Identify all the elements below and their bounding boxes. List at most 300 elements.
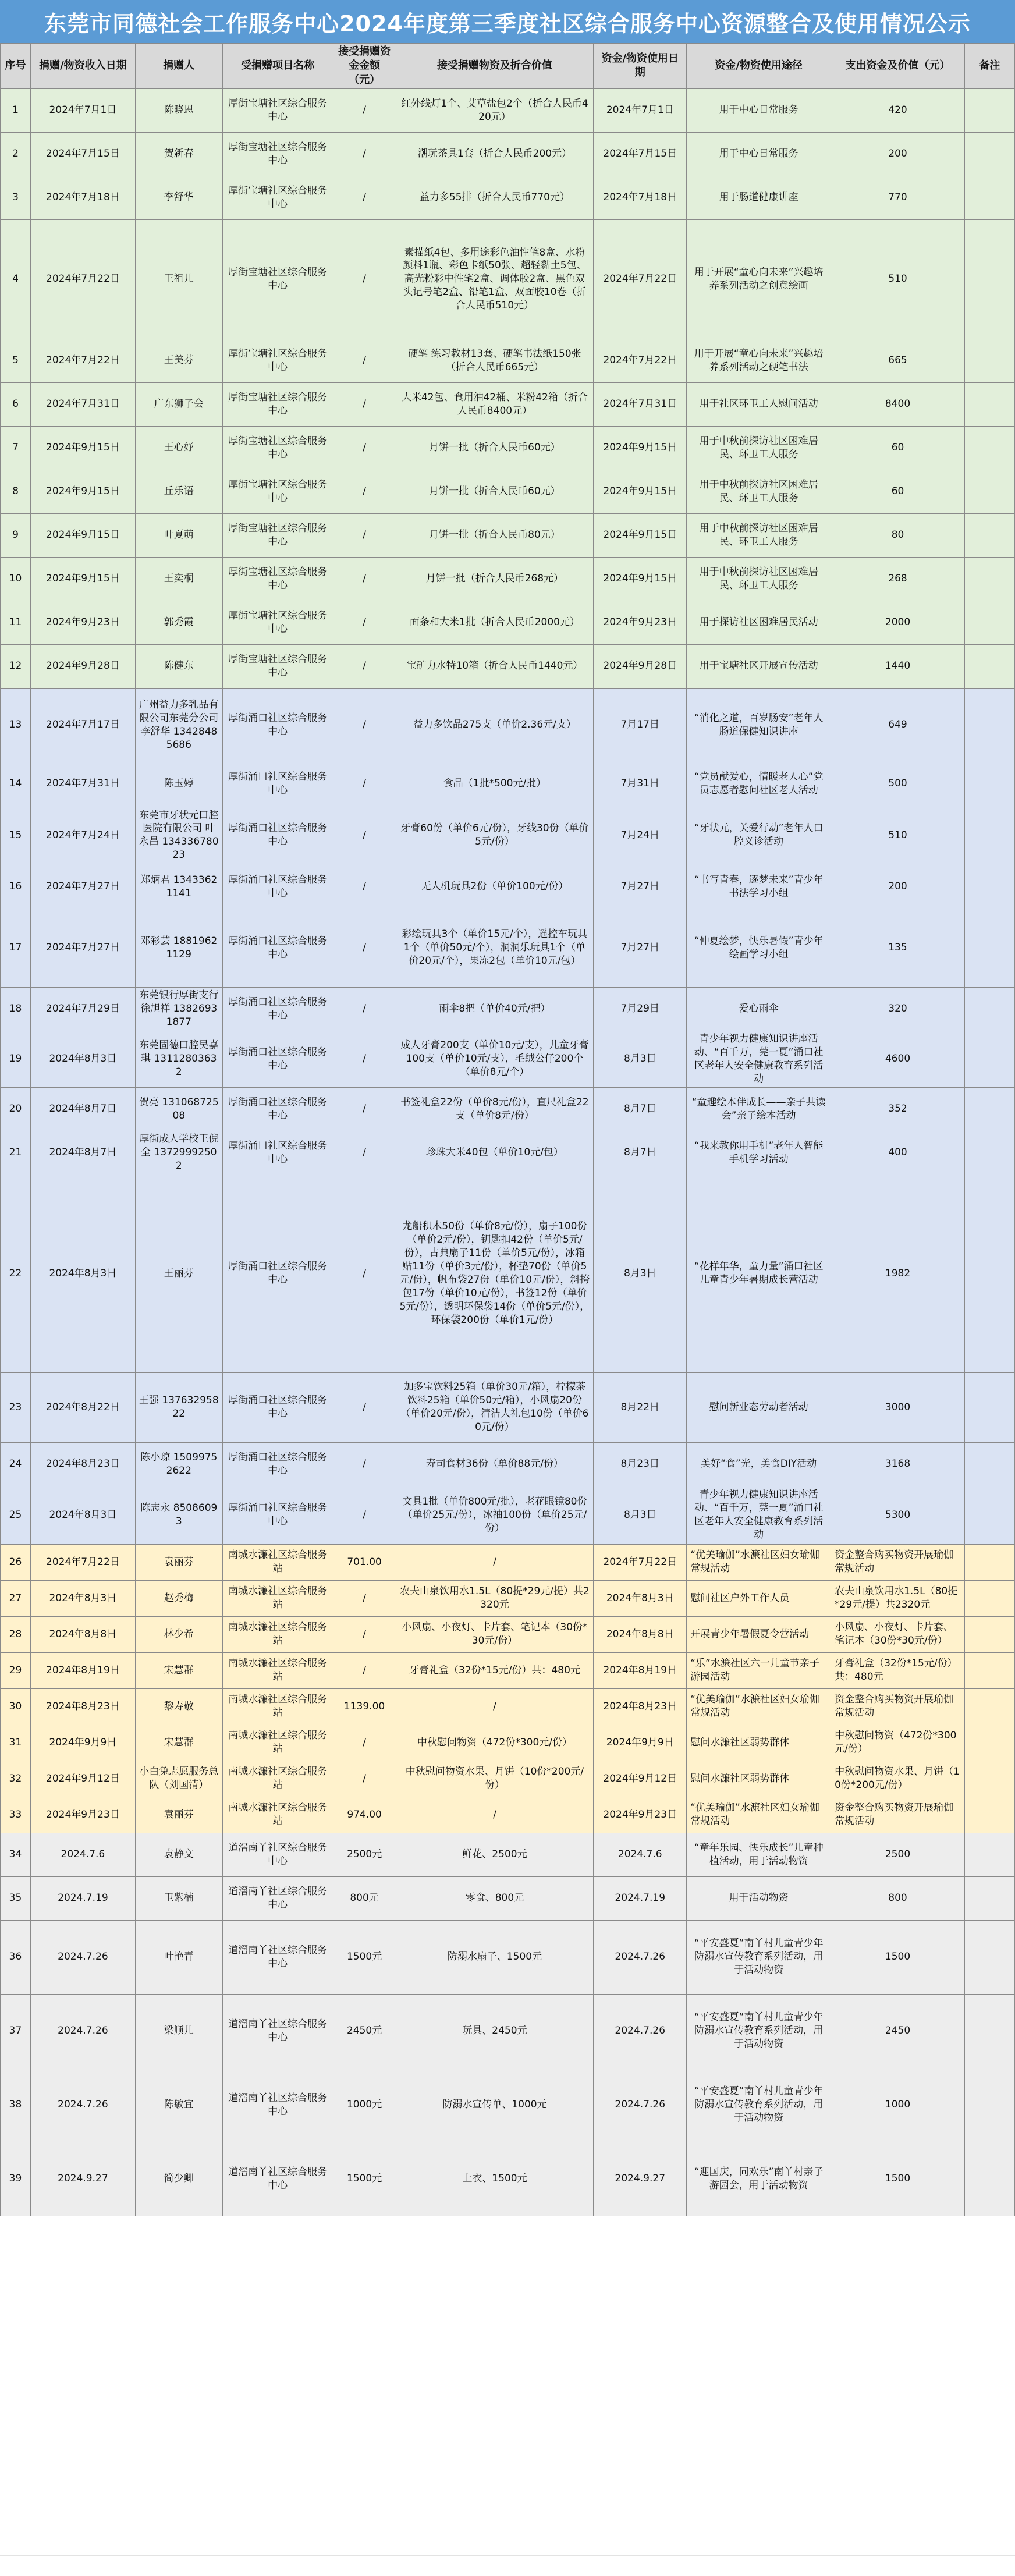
row-project: 厚街宝塘社区综合服务中心 — [222, 426, 333, 470]
row-index: 34 — [1, 1833, 31, 1876]
row-index: 36 — [1, 1920, 31, 1994]
row-index: 1 — [1, 88, 31, 132]
row-spent: 2000 — [831, 601, 965, 644]
row-goods-value: 硬笔 练习教材13套、硬笔书法纸150张（折合人民币665元） — [396, 339, 594, 382]
row-note — [964, 339, 1014, 382]
row-goods-value: 益力多饮品275支（单价2.36元/支） — [396, 688, 594, 762]
row-fund-amount: / — [333, 382, 396, 426]
row-donor: 简少卿 — [135, 2142, 222, 2216]
row-usage: 慰问水濂社区弱势群体 — [687, 1761, 831, 1797]
row-receive-date: 2024年8月8日 — [30, 1616, 135, 1652]
row-index: 15 — [1, 806, 31, 865]
row-spent: 中秋慰问物资（472份*300元/份） — [831, 1725, 965, 1761]
row-note — [964, 987, 1014, 1031]
row-note — [964, 1725, 1014, 1761]
row-project: 厚街宝塘社区综合服务中心 — [222, 382, 333, 426]
row-receive-date: 2024年9月15日 — [30, 426, 135, 470]
table-row — [1, 1087, 1015, 1131]
row-usage: 用于中心日常服务 — [687, 88, 831, 132]
row-usage: “平安盛夏”南丫村儿童青少年防溺水宣传教育系列活动，用于活动物资 — [687, 1920, 831, 1994]
row-spent: 320 — [831, 987, 965, 1031]
row-fund-amount: 701.00 — [333, 1544, 396, 1580]
row-fund-amount: / — [333, 132, 396, 176]
row-fund-amount: / — [333, 762, 396, 806]
row-receive-date: 2024年8月7日 — [30, 1087, 135, 1131]
table-row — [1, 806, 1015, 865]
table-row — [1, 1031, 1015, 1087]
header-row — [1, 44, 1015, 89]
row-fund-amount: / — [333, 513, 396, 557]
row-use-date: 2024.7.26 — [594, 1920, 687, 1994]
row-receive-date: 2024年9月23日 — [30, 1797, 135, 1833]
gridline — [0, 2555, 1015, 2556]
row-spent: 2450 — [831, 1994, 965, 2068]
row-use-date: 7月27日 — [594, 865, 687, 909]
table-row — [1, 1833, 1015, 1876]
row-donor: 陈晓恩 — [135, 88, 222, 132]
row-note — [964, 382, 1014, 426]
row-receive-date: 2024年9月12日 — [30, 1761, 135, 1797]
row-goods-value: 宝矿力水特10箱（折合人民币1440元） — [396, 644, 594, 688]
row-goods-value: 书签礼盒22份（单价8元/份），直尺礼盒22支（单价8元/份） — [396, 1087, 594, 1131]
table-row — [1, 1994, 1015, 2068]
row-donor: 厚街成人学校王倪全 13729992502 — [135, 1131, 222, 1175]
row-project: 厚街涌口社区综合服务中心 — [222, 987, 333, 1031]
row-receive-date: 2024年7月29日 — [30, 987, 135, 1031]
row-fund-amount: / — [333, 1372, 396, 1442]
row-note — [964, 557, 1014, 601]
row-receive-date: 2024年8月3日 — [30, 1580, 135, 1616]
row-index: 10 — [1, 557, 31, 601]
row-donor: 陈健东 — [135, 644, 222, 688]
row-goods-value: 月饼一批（折合人民币60元） — [396, 426, 594, 470]
row-note — [964, 426, 1014, 470]
row-fund-amount: / — [333, 339, 396, 382]
row-use-date: 8月3日 — [594, 1486, 687, 1544]
row-usage: “花样年华，童力量”涌口社区儿童青少年暑期成长营活动 — [687, 1175, 831, 1372]
row-donor: 袁丽芬 — [135, 1797, 222, 1833]
row-usage: 用于中秋前探访社区困难居民、环卫工人服务 — [687, 513, 831, 557]
row-usage: 用于社区环卫工人慰问活动 — [687, 382, 831, 426]
row-note — [964, 176, 1014, 219]
row-project: 厚街宝塘社区综合服务中心 — [222, 176, 333, 219]
table-row — [1, 1652, 1015, 1688]
row-donor: 邓彩芸 18819621129 — [135, 909, 222, 987]
row-donor: 陈志永 85086093 — [135, 1486, 222, 1544]
row-index: 26 — [1, 1544, 31, 1580]
row-goods-value: 益力多55排（折合人民币770元） — [396, 176, 594, 219]
row-spent: 665 — [831, 339, 965, 382]
row-receive-date: 2024.7.26 — [30, 1994, 135, 2068]
table-row — [1, 382, 1015, 426]
row-index: 28 — [1, 1616, 31, 1652]
row-note — [964, 1876, 1014, 1920]
row-fund-amount: 1000元 — [333, 2068, 396, 2142]
row-use-date: 7月27日 — [594, 909, 687, 987]
row-goods-value: 月饼一批（折合人民币60元） — [396, 470, 594, 513]
row-project: 道滘南丫社区综合服务中心 — [222, 2142, 333, 2216]
row-note — [964, 601, 1014, 644]
row-goods-value: 月饼一批（折合人民币80元） — [396, 513, 594, 557]
row-fund-amount: / — [333, 601, 396, 644]
row-goods-value: 月饼一批（折合人民币268元） — [396, 557, 594, 601]
row-use-date: 2024年9月28日 — [594, 644, 687, 688]
row-note — [964, 1544, 1014, 1580]
row-project: 厚街宝塘社区综合服务中心 — [222, 88, 333, 132]
row-use-date: 8月7日 — [594, 1131, 687, 1175]
row-goods-value: 寿司食材36份（单价88元/份） — [396, 1442, 594, 1486]
row-fund-amount: / — [333, 806, 396, 865]
row-note — [964, 513, 1014, 557]
header-fund-amount: 接受捐赠资金金额（元） — [333, 44, 396, 89]
row-donor: 宋慧群 — [135, 1725, 222, 1761]
row-fund-amount: / — [333, 1616, 396, 1652]
row-use-date: 8月3日 — [594, 1031, 687, 1087]
row-receive-date: 2024年9月28日 — [30, 644, 135, 688]
row-goods-value: 文具1批（单价800元/批），老花眼镜80份（单价25元/份），冰袖100份（单价25元/份） — [396, 1486, 594, 1544]
table-row — [1, 2068, 1015, 2142]
row-index: 12 — [1, 644, 31, 688]
row-index: 22 — [1, 1175, 31, 1372]
row-index: 24 — [1, 1442, 31, 1486]
row-fund-amount: / — [333, 219, 396, 339]
row-index: 31 — [1, 1725, 31, 1761]
row-donor: 贺新春 — [135, 132, 222, 176]
row-fund-amount: / — [333, 865, 396, 909]
row-use-date: 7月24日 — [594, 806, 687, 865]
table-row — [1, 1616, 1015, 1652]
row-project: 厚街涌口社区综合服务中心 — [222, 688, 333, 762]
row-note — [964, 2068, 1014, 2142]
table-row — [1, 470, 1015, 513]
row-fund-amount: / — [333, 1031, 396, 1087]
row-use-date: 2024.9.27 — [594, 2142, 687, 2216]
header-goods-value: 接受捐赠物资及折合价值 — [396, 44, 594, 89]
row-fund-amount: 1139.00 — [333, 1688, 396, 1725]
table-row — [1, 601, 1015, 644]
row-goods-value: 彩绘玩具3个（单价15元/个），遥控车玩具1个（单价50元/个），洞洞乐玩具1个（单价20元/个），果冻2包（单价10元/包） — [396, 909, 594, 987]
row-fund-amount: / — [333, 1087, 396, 1131]
row-use-date: 2024年8月8日 — [594, 1616, 687, 1652]
row-use-date: 2024年9月15日 — [594, 557, 687, 601]
row-spent: 510 — [831, 219, 965, 339]
table-row — [1, 1580, 1015, 1616]
row-project: 厚街宝塘社区综合服务中心 — [222, 644, 333, 688]
row-project: 厚街涌口社区综合服务中心 — [222, 1087, 333, 1131]
row-use-date: 7月29日 — [594, 987, 687, 1031]
table-row — [1, 219, 1015, 339]
row-index: 17 — [1, 909, 31, 987]
row-use-date: 2024年7月22日 — [594, 339, 687, 382]
table-row — [1, 557, 1015, 601]
row-fund-amount: 2500元 — [333, 1833, 396, 1876]
row-note — [964, 1442, 1014, 1486]
row-project: 厚街涌口社区综合服务中心 — [222, 1031, 333, 1087]
row-spent: 小风扇、小夜灯、卡片套、笔记本（30份*30元/份） — [831, 1616, 965, 1652]
row-usage: 美好“食”光，美食DIY活动 — [687, 1442, 831, 1486]
row-receive-date: 2024年8月3日 — [30, 1175, 135, 1372]
row-use-date: 2024年9月12日 — [594, 1761, 687, 1797]
row-project: 厚街涌口社区综合服务中心 — [222, 909, 333, 987]
row-receive-date: 2024年7月31日 — [30, 762, 135, 806]
row-goods-value: 食品（1批*500元/批） — [396, 762, 594, 806]
row-donor: 东莞银行厚街支行徐旭祥 13826931877 — [135, 987, 222, 1031]
row-project: 道滘南丫社区综合服务中心 — [222, 2068, 333, 2142]
row-index: 18 — [1, 987, 31, 1031]
row-usage: 用于中秋前探访社区困难居民、环卫工人服务 — [687, 470, 831, 513]
row-note — [964, 132, 1014, 176]
row-spent: 牙膏礼盒（32份*15元/份）共：480元 — [831, 1652, 965, 1688]
row-receive-date: 2024.7.19 — [30, 1876, 135, 1920]
row-donor: 王心妤 — [135, 426, 222, 470]
row-usage: “童趣绘本伴成长——亲子共读会”亲子绘本活动 — [687, 1087, 831, 1131]
row-project: 南城水濂社区综合服务站 — [222, 1580, 333, 1616]
row-index: 7 — [1, 426, 31, 470]
row-project: 南城水濂社区综合服务站 — [222, 1544, 333, 1580]
row-index: 9 — [1, 513, 31, 557]
row-use-date: 2024年7月31日 — [594, 382, 687, 426]
row-index: 20 — [1, 1087, 31, 1131]
row-usage: 用于肠道健康讲座 — [687, 176, 831, 219]
row-donor: 丘乐语 — [135, 470, 222, 513]
row-spent: 1000 — [831, 2068, 965, 2142]
table-row — [1, 1131, 1015, 1175]
row-spent: 60 — [831, 426, 965, 470]
table-row — [1, 339, 1015, 382]
row-note — [964, 470, 1014, 513]
row-goods-value: 玩具、2450元 — [396, 1994, 594, 2068]
row-usage: 用于中心日常服务 — [687, 132, 831, 176]
row-use-date: 2024年8月23日 — [594, 1688, 687, 1725]
row-spent: 1500 — [831, 1920, 965, 1994]
row-project: 厚街宝塘社区综合服务中心 — [222, 219, 333, 339]
row-usage: “牙状元，关爱行动”老年人口腔义诊活动 — [687, 806, 831, 865]
row-note — [964, 1688, 1014, 1725]
row-spent: 资金整合购买物资开展瑜伽常规活动 — [831, 1544, 965, 1580]
row-fund-amount: 800元 — [333, 1876, 396, 1920]
row-goods-value: 大米42包、食用油42桶、米粉42箱（折合人民币8400元） — [396, 382, 594, 426]
row-usage: 慰问社区户外工作人员 — [687, 1580, 831, 1616]
row-donor: 东莞市牙状元口腔医院有限公司 叶永昌 13433678023 — [135, 806, 222, 865]
table-row — [1, 1544, 1015, 1580]
row-note — [964, 1175, 1014, 1372]
row-receive-date: 2024年8月19日 — [30, 1652, 135, 1688]
row-note — [964, 1797, 1014, 1833]
row-usage: 慰问新业态劳动者活动 — [687, 1372, 831, 1442]
row-index: 29 — [1, 1652, 31, 1688]
row-project: 厚街宝塘社区综合服务中心 — [222, 132, 333, 176]
row-note — [964, 1131, 1014, 1175]
row-fund-amount: / — [333, 909, 396, 987]
row-index: 39 — [1, 2142, 31, 2216]
row-donor: 袁丽芬 — [135, 1544, 222, 1580]
row-donor: 王奕桐 — [135, 557, 222, 601]
row-use-date: 2024年9月15日 — [594, 470, 687, 513]
row-spent: 资金整合购买物资开展瑜伽常规活动 — [831, 1688, 965, 1725]
row-project: 道滘南丫社区综合服务中心 — [222, 1994, 333, 2068]
row-use-date: 2024.7.6 — [594, 1833, 687, 1876]
row-index: 32 — [1, 1761, 31, 1797]
row-usage: “迎国庆，同欢乐”南丫村亲子游园会，用于活动物资 — [687, 2142, 831, 2216]
table-row — [1, 1725, 1015, 1761]
row-fund-amount: / — [333, 1175, 396, 1372]
row-goods-value: 面条和大米1批（折合人民币2000元） — [396, 601, 594, 644]
row-goods-value: 无人机玩具2份（单价100元/份） — [396, 865, 594, 909]
row-spent: 1500 — [831, 2142, 965, 2216]
row-fund-amount: / — [333, 426, 396, 470]
row-note — [964, 1833, 1014, 1876]
row-note — [964, 219, 1014, 339]
row-spent: 3000 — [831, 1372, 965, 1442]
row-index: 38 — [1, 2068, 31, 2142]
row-fund-amount: / — [333, 987, 396, 1031]
row-donor: 赵秀梅 — [135, 1580, 222, 1616]
row-spent: 268 — [831, 557, 965, 601]
row-use-date: 2024年9月9日 — [594, 1725, 687, 1761]
table-row — [1, 644, 1015, 688]
row-index: 30 — [1, 1688, 31, 1725]
row-index: 33 — [1, 1797, 31, 1833]
row-spent: 3168 — [831, 1442, 965, 1486]
row-fund-amount: / — [333, 1761, 396, 1797]
row-usage: 青少年视力健康知识讲座活动、“百千万，莞一夏”涌口社区老年人安全健康教育系列活动 — [687, 1486, 831, 1544]
row-spent: 80 — [831, 513, 965, 557]
row-index: 2 — [1, 132, 31, 176]
header-project: 受捐赠项目名称 — [222, 44, 333, 89]
row-index: 14 — [1, 762, 31, 806]
row-spent: 200 — [831, 132, 965, 176]
row-note — [964, 1994, 1014, 2068]
row-receive-date: 2024年9月15日 — [30, 557, 135, 601]
row-use-date: 8月7日 — [594, 1087, 687, 1131]
table-row — [1, 2142, 1015, 2216]
row-receive-date: 2024年8月7日 — [30, 1131, 135, 1175]
row-note — [964, 1580, 1014, 1616]
row-project: 厚街涌口社区综合服务中心 — [222, 1131, 333, 1175]
row-receive-date: 2024.7.26 — [30, 1920, 135, 1994]
row-spent: 资金整合购买物资开展瑜伽常规活动 — [831, 1797, 965, 1833]
row-usage: “消化之道，百岁肠安”老年人肠道保健知识讲座 — [687, 688, 831, 762]
row-index: 37 — [1, 1994, 31, 2068]
header-index: 序号 — [1, 44, 31, 89]
row-goods-value: 中秋慰问物资水果、月饼（10份*200元/份） — [396, 1761, 594, 1797]
row-use-date: 2024.7.19 — [594, 1876, 687, 1920]
row-use-date: 2024年8月3日 — [594, 1580, 687, 1616]
row-note — [964, 2142, 1014, 2216]
row-index: 16 — [1, 865, 31, 909]
row-usage: 用于中秋前探访社区困难居民、环卫工人服务 — [687, 557, 831, 601]
row-goods-value: / — [396, 1544, 594, 1580]
row-goods-value: 牙膏礼盒（32份*15元/份）共：480元 — [396, 1652, 594, 1688]
row-project: 厚街涌口社区综合服务中心 — [222, 1486, 333, 1544]
row-spent: 1982 — [831, 1175, 965, 1372]
row-note — [964, 762, 1014, 806]
table-row — [1, 1797, 1015, 1833]
row-use-date: 2024.7.26 — [594, 1994, 687, 2068]
row-project: 厚街宝塘社区综合服务中心 — [222, 557, 333, 601]
table-row — [1, 1920, 1015, 1994]
row-goods-value: 加多宝饮料25箱（单价30元/箱），柠檬茶饮料25箱（单价50元/箱），小风扇20份（单价20元/份），清洁大礼包10份（单价60元/份） — [396, 1372, 594, 1442]
row-goods-value: 中秋慰问物资（472份*300元/份） — [396, 1725, 594, 1761]
row-usage: “书写青春，逐梦未来”青少年书法学习小组 — [687, 865, 831, 909]
row-fund-amount: 974.00 — [333, 1797, 396, 1833]
table-row — [1, 987, 1015, 1031]
row-usage: “党员献爱心，情暖老人心”党员志愿者慰问社区老人活动 — [687, 762, 831, 806]
row-index: 27 — [1, 1580, 31, 1616]
row-usage: “仲夏绘梦，快乐暑假”青少年绘画学习小组 — [687, 909, 831, 987]
resource-table — [0, 43, 1015, 2216]
row-project: 厚街涌口社区综合服务中心 — [222, 1175, 333, 1372]
row-project: 厚街涌口社区综合服务中心 — [222, 1442, 333, 1486]
row-receive-date: 2024年7月1日 — [30, 88, 135, 132]
table-row — [1, 88, 1015, 132]
row-index: 23 — [1, 1372, 31, 1442]
header-donor: 捐赠人 — [135, 44, 222, 89]
row-use-date: 8月23日 — [594, 1442, 687, 1486]
row-usage: 慰问水濂社区弱势群体 — [687, 1725, 831, 1761]
row-use-date: 2024年9月15日 — [594, 426, 687, 470]
row-receive-date: 2024.9.27 — [30, 2142, 135, 2216]
table-row — [1, 132, 1015, 176]
row-fund-amount: / — [333, 644, 396, 688]
row-spent: 135 — [831, 909, 965, 987]
row-spent: 5300 — [831, 1486, 965, 1544]
table-row — [1, 1761, 1015, 1797]
header-use-date: 资金/物资使用日期 — [594, 44, 687, 89]
row-donor: 郭秀霞 — [135, 601, 222, 644]
row-receive-date: 2024年9月9日 — [30, 1725, 135, 1761]
row-index: 13 — [1, 688, 31, 762]
row-spent: 800 — [831, 1876, 965, 1920]
row-donor: 卫紫楠 — [135, 1876, 222, 1920]
row-receive-date: 2024年7月18日 — [30, 176, 135, 219]
row-usage: “平安盛夏”南丫村儿童青少年防溺水宣传教育系列活动，用于活动物资 — [687, 2068, 831, 2142]
row-receive-date: 2024年7月22日 — [30, 339, 135, 382]
row-fund-amount: / — [333, 1486, 396, 1544]
resource-table-container — [0, 43, 1015, 2216]
row-project: 南城水濂社区综合服务站 — [222, 1761, 333, 1797]
row-note — [964, 1761, 1014, 1797]
row-use-date: 2024年9月23日 — [594, 1797, 687, 1833]
row-use-date: 2024年7月1日 — [594, 88, 687, 132]
row-fund-amount: 2450元 — [333, 1994, 396, 2068]
row-donor: 郑炳君 13433621141 — [135, 865, 222, 909]
row-fund-amount: / — [333, 1725, 396, 1761]
row-fund-amount: / — [333, 1652, 396, 1688]
row-spent: 2500 — [831, 1833, 965, 1876]
row-usage: 用于开展“童心向未来”兴趣培养系列活动之创意绘画 — [687, 219, 831, 339]
row-goods-value: 素描纸4包、多用途彩色油性笔8盒、水粉颜料1瓶、彩色卡纸50张、超轻黏土5包、高光粉彩中性笔2盒、调体胶2盒、黑色双头记号笔2盒、铅笔1盒、双面胶10卷（折合人民币510元） — [396, 219, 594, 339]
row-usage: 用于中秋前探访社区困难居民、环卫工人服务 — [687, 426, 831, 470]
row-receive-date: 2024年7月31日 — [30, 382, 135, 426]
row-project: 厚街宝塘社区综合服务中心 — [222, 601, 333, 644]
row-donor: 陈小琼 15099752622 — [135, 1442, 222, 1486]
row-goods-value: 红外线灯1个、艾草盐包2个（折合人民币420元） — [396, 88, 594, 132]
row-receive-date: 2024.7.26 — [30, 2068, 135, 2142]
row-index: 25 — [1, 1486, 31, 1544]
row-donor: 东莞固德口腔吴嘉琪 13112803632 — [135, 1031, 222, 1087]
row-usage: 爱心雨伞 — [687, 987, 831, 1031]
row-index: 19 — [1, 1031, 31, 1087]
row-use-date: 2024年7月15日 — [594, 132, 687, 176]
row-index: 5 — [1, 339, 31, 382]
row-usage: “童年乐园、快乐成长”儿童种植活动，用于活动物资 — [687, 1833, 831, 1876]
row-receive-date: 2024年9月23日 — [30, 601, 135, 644]
row-spent: 352 — [831, 1087, 965, 1131]
row-project: 南城水濂社区综合服务站 — [222, 1652, 333, 1688]
row-spent: 500 — [831, 762, 965, 806]
row-receive-date: 2024年8月3日 — [30, 1031, 135, 1087]
